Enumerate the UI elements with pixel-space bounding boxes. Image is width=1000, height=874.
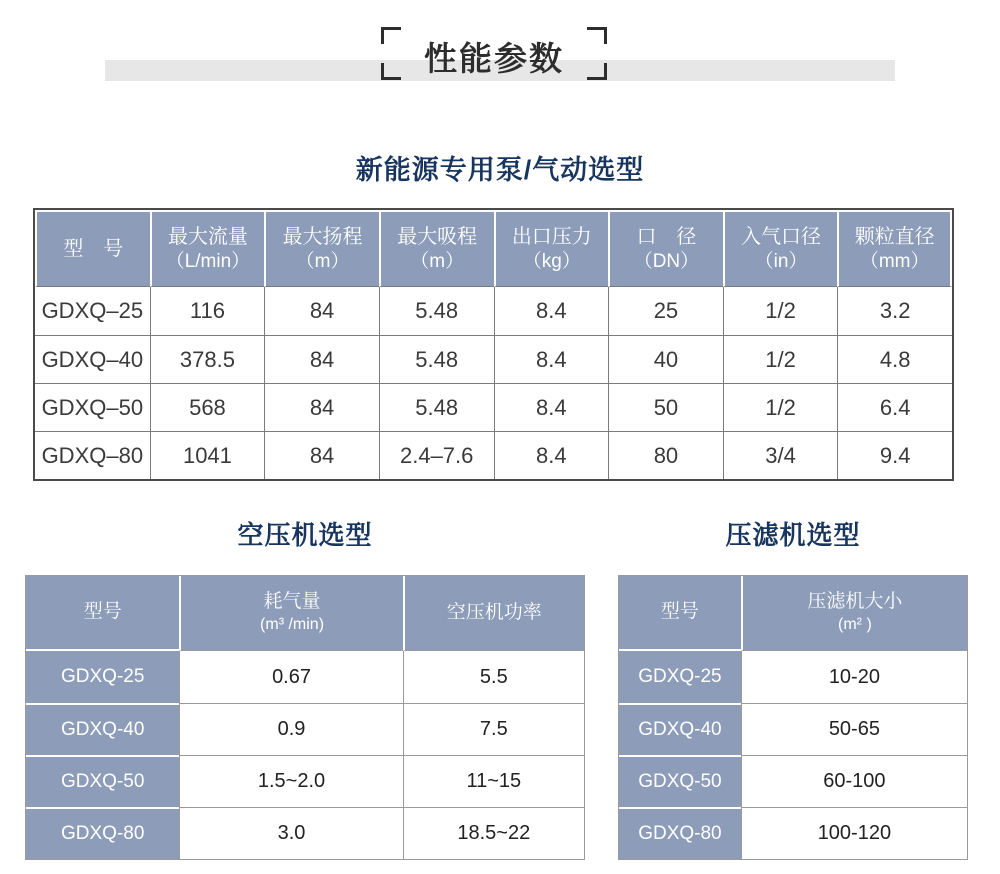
page-title: 性能参数 <box>424 40 564 77</box>
column-header-unit: （mm） <box>859 250 930 272</box>
model-cell: GDXQ-40 <box>26 703 179 755</box>
column-header-label: 最大扬程 <box>282 225 363 248</box>
column-header <box>494 210 609 287</box>
column-header-unit: （m） <box>295 250 350 272</box>
pump-selection-table-wrap <box>33 208 954 481</box>
column-header-label: 型号 <box>660 601 699 623</box>
column-header <box>723 210 838 287</box>
pump-selection-subtitle: 新能源专用泵/气动选型 <box>355 155 645 185</box>
value-cell: 1/2 <box>723 383 838 431</box>
pump-table-body <box>35 287 952 479</box>
value-cell: 7.5 <box>403 703 584 755</box>
value-cell: 84 <box>264 383 379 431</box>
column-header-label: 入气口径 <box>741 225 822 248</box>
value-cell: 100-120 <box>741 807 967 859</box>
column-header-label: 最大吸程 <box>397 225 478 248</box>
value-cell: 1.5~2.0 <box>179 755 402 807</box>
table-row <box>619 755 967 807</box>
pump-table-header-row <box>35 210 952 287</box>
value-cell: 3.2 <box>837 287 952 335</box>
model-cell: GDXQ-40 <box>619 703 741 755</box>
table-row <box>619 651 967 703</box>
table-row <box>26 651 584 703</box>
value-cell: 50 <box>608 383 723 431</box>
value-cell: 40 <box>608 335 723 383</box>
column-header <box>26 576 179 651</box>
column-header-label: 型号 <box>83 601 122 623</box>
column-header-label: 型 号 <box>63 237 124 260</box>
column-header <box>619 576 741 651</box>
table-row <box>26 755 584 807</box>
value-cell: 8.4 <box>494 335 609 383</box>
table-row <box>26 703 584 755</box>
column-header-unit: (m³ /min) <box>260 615 325 633</box>
table-row <box>26 807 584 859</box>
compressor-table-wrap <box>25 575 585 860</box>
value-cell: 1041 <box>150 431 265 479</box>
column-header-label: 最大流量 <box>167 225 248 248</box>
value-cell: 3.0 <box>179 807 402 859</box>
value-cell: 80 <box>608 431 723 479</box>
column-header <box>150 210 265 287</box>
column-header <box>35 210 150 287</box>
value-cell: 6.4 <box>837 383 952 431</box>
compressor-table-head <box>26 576 584 651</box>
value-cell: 5.48 <box>379 287 494 335</box>
column-header <box>741 576 967 651</box>
value-cell: 18.5~22 <box>403 807 584 859</box>
filter-press-table-header-row <box>619 576 967 651</box>
value-cell: 0.67 <box>179 651 402 703</box>
value-cell: 9.4 <box>837 431 952 479</box>
column-header <box>264 210 379 287</box>
compressor-table <box>25 575 585 860</box>
value-cell: 84 <box>264 335 379 383</box>
value-cell: 1/2 <box>723 335 838 383</box>
value-cell: 568 <box>150 383 265 431</box>
value-cell: 5.48 <box>379 383 494 431</box>
model-cell: GDXQ-80 <box>619 807 741 859</box>
model-cell: GDXQ-25 <box>26 651 179 703</box>
filter-press-table-wrap <box>618 575 968 860</box>
value-cell: 4.8 <box>837 335 952 383</box>
value-cell: 378.5 <box>150 335 265 383</box>
value-cell: 116 <box>150 287 265 335</box>
column-header-unit: （L/min） <box>165 250 251 272</box>
column-header-label: 空压机功率 <box>446 601 542 623</box>
value-cell: 8.4 <box>494 383 609 431</box>
value-cell: 0.9 <box>179 703 402 755</box>
value-cell: 60-100 <box>741 755 967 807</box>
column-header-label: 耗气量 <box>263 591 321 613</box>
column-header-label: 出口压力 <box>511 225 592 248</box>
filter-press-table-body <box>619 651 967 859</box>
value-cell: 84 <box>264 431 379 479</box>
value-cell: 5.5 <box>403 651 584 703</box>
column-header <box>379 210 494 287</box>
table-row <box>619 807 967 859</box>
value-cell: 84 <box>264 287 379 335</box>
model-cell: GDXQ–80 <box>35 431 150 479</box>
compressor-section-heading: 空压机选型 <box>237 520 373 550</box>
value-cell: 5.48 <box>379 335 494 383</box>
model-cell: GDXQ–25 <box>35 287 150 335</box>
pump-selection-table <box>33 208 954 481</box>
compressor-table-body <box>26 651 584 859</box>
value-cell: 10-20 <box>741 651 967 703</box>
column-header-unit: （m） <box>410 250 465 272</box>
table-row <box>35 335 952 383</box>
table-row <box>35 431 952 479</box>
model-cell: GDXQ-25 <box>619 651 741 703</box>
column-header-unit: （in） <box>754 250 808 272</box>
value-cell: 11~15 <box>403 755 584 807</box>
table-row <box>619 703 967 755</box>
column-header-label: 颗粒直径 <box>854 225 935 248</box>
title-bracket-frame <box>381 27 607 80</box>
value-cell: 3/4 <box>723 431 838 479</box>
table-row <box>35 287 952 335</box>
column-header <box>608 210 723 287</box>
model-cell: GDXQ-50 <box>26 755 179 807</box>
model-cell: GDXQ-80 <box>26 807 179 859</box>
value-cell: 8.4 <box>494 431 609 479</box>
column-header <box>403 576 584 651</box>
value-cell: 2.4–7.6 <box>379 431 494 479</box>
value-cell: 1/2 <box>723 287 838 335</box>
column-header-unit: （kg） <box>522 250 581 272</box>
column-header-unit: (m² ) <box>838 615 872 633</box>
column-header <box>837 210 952 287</box>
model-cell: GDXQ–40 <box>35 335 150 383</box>
column-header-unit: （DN） <box>633 250 700 272</box>
value-cell: 50-65 <box>741 703 967 755</box>
filter-press-table <box>618 575 968 860</box>
filter-press-table-head <box>619 576 967 651</box>
column-header-label: 口 径 <box>636 225 697 248</box>
model-cell: GDXQ–50 <box>35 383 150 431</box>
table-row <box>35 383 952 431</box>
column-header-label: 压滤机大小 <box>807 591 903 613</box>
compressor-table-header-row <box>26 576 584 651</box>
value-cell: 25 <box>608 287 723 335</box>
value-cell: 8.4 <box>494 287 609 335</box>
filter-press-section-heading: 压滤机选型 <box>725 520 861 550</box>
pump-table-head <box>35 210 952 287</box>
column-header <box>179 576 402 651</box>
model-cell: GDXQ-50 <box>619 755 741 807</box>
